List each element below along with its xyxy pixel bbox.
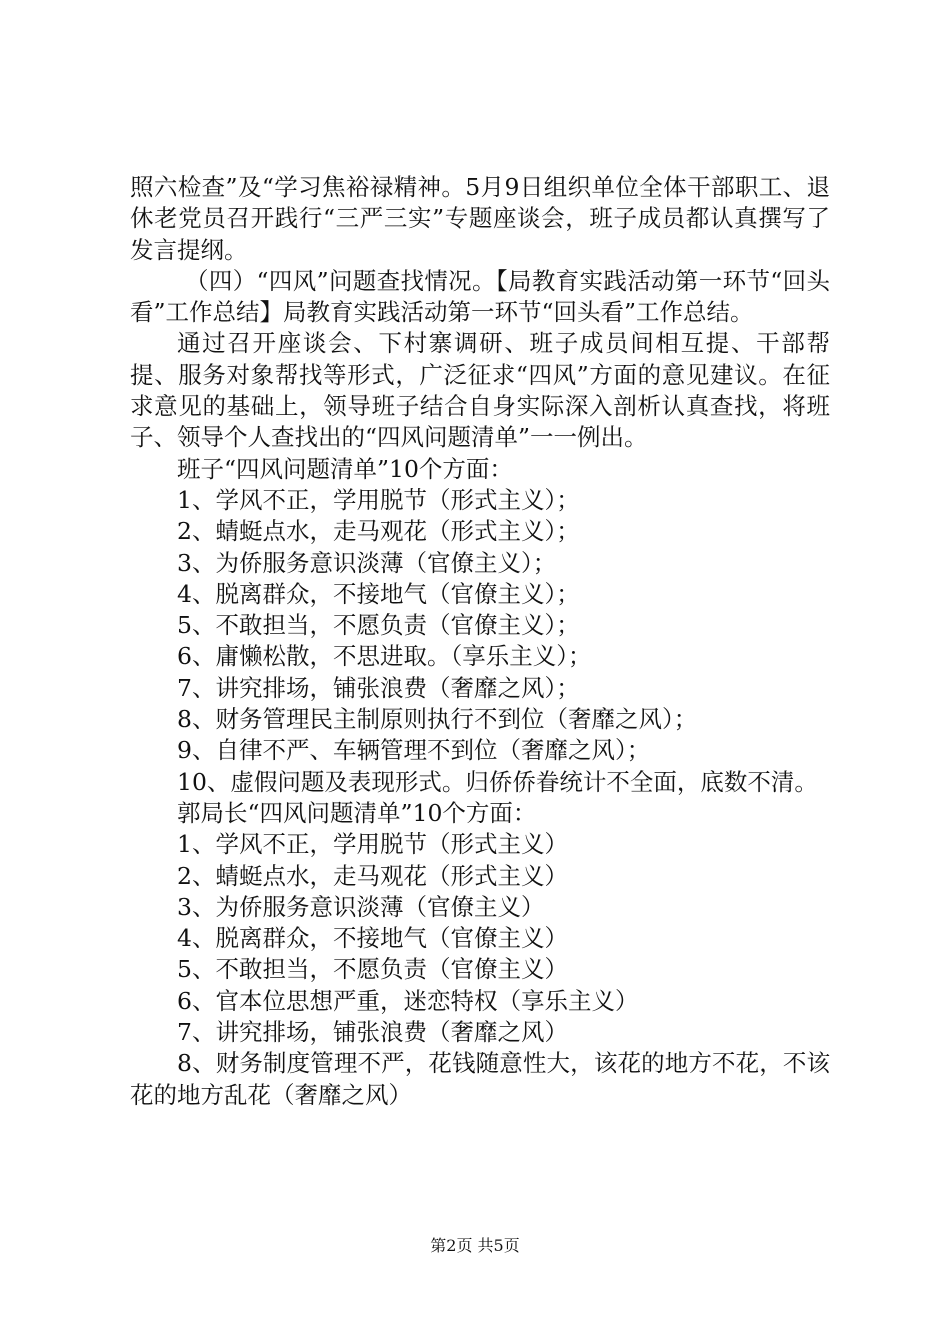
paragraph-study-meeting: 照六检查”及“学习焦裕禄精神。5月9日组织单位全体干部职工、退休老党员召开践行“三严三实”专题座谈会，班子成员都认真撰写了发言提纲。 xyxy=(130,173,830,264)
guo-list-item: 8、财务制度管理不严，花钱随意性大，该花的地方不花，不该花的地方乱花（奢靡之风） xyxy=(130,1049,830,1109)
team-list-item: 6、庸懒松散，不思进取。（享乐主义）； xyxy=(177,642,592,671)
team-list-item: 2、蜻蜓点水，走马观花（形式主义）； xyxy=(177,517,580,546)
team-list-item: 9、自律不严、车辆管理不到位（奢靡之风）； xyxy=(177,736,651,765)
document-body xyxy=(130,172,830,1111)
guo-list-item: 6、官本位思想严重，迷恋特权（享乐主义） xyxy=(177,986,639,1015)
guo-list-item: 1、学风不正，学用脱节（形式主义） xyxy=(177,830,568,859)
team-list-item: 8、财务管理民主制原则执行不到位（奢靡之风）； xyxy=(177,705,698,734)
team-list-heading: 班子“四风问题清单”10个方面： xyxy=(177,454,513,483)
guo-list-heading: 郭局长“四风问题清单”10个方面： xyxy=(177,798,537,827)
team-list-item: 4、脱离群众，不接地气（官僚主义）； xyxy=(177,579,580,608)
guo-list-item: 5、不敢担当，不愿负责（官僚主义） xyxy=(177,955,568,984)
team-list-item: 7、讲究排场，铺张浪费（奢靡之风）； xyxy=(177,673,580,702)
guo-list-item: 4、脱离群众，不接地气（官僚主义） xyxy=(177,924,568,953)
guo-list-item: 2、蜻蜓点水，走马观花（形式主义） xyxy=(177,861,568,890)
team-list-item: 5、不敢担当，不愿负责（官僚主义）； xyxy=(177,611,580,640)
guo-list-item: 7、讲究排场，铺张浪费（奢靡之风） xyxy=(177,1018,568,1047)
paragraph-four-winds-heading: （四）“四风”问题查找情况。【局教育实践活动第一环节“回头看”工作总结】局教育实践活动第一环节“回头看”工作总结。 xyxy=(130,266,830,327)
page-number-footer: 第2页 共5页 xyxy=(430,1236,520,1255)
guo-list-item: 3、为侨服务意识淡薄（官僚主义） xyxy=(177,892,545,921)
team-list-item: 3、为侨服务意识淡薄（官僚主义）； xyxy=(177,548,557,577)
paragraph-soliciting-opinions: 通过召开座谈会、下村寨调研、班子成员间相互提、干部帮提、服务对象帮找等形式，广泛征求“四风”方面的意见建议。在征求意见的基础上，领导班子结合自身实际深入剖析认真查找，将班子、领导个人查找出的“四风问题清单”一一例出。 xyxy=(130,329,830,452)
team-list-item: 10、虚假问题及表现形式。归侨侨眷统计不全面，底数不清。 xyxy=(177,767,818,796)
team-list-item: 1、学风不正，学用脱节（形式主义）； xyxy=(177,485,580,514)
